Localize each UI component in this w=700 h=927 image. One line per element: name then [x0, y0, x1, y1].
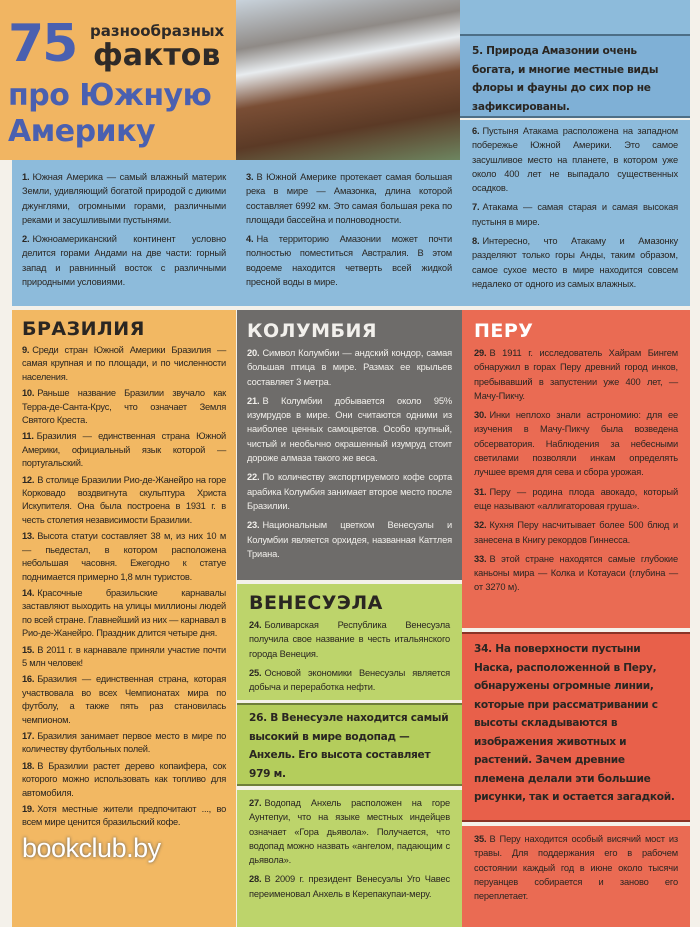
- fact-text: Инки неплохо знали астрономию: для ее изучения в Мачу-Пикчу была возведена обсерватория. Наблюдения за небесными светилами позволяли инкам определять лучшее время для сева и сбора урожая.: [474, 410, 678, 478]
- fact-number: 4.: [246, 234, 254, 245]
- fact-4: [246, 232, 452, 289]
- peru-fact: [474, 518, 678, 547]
- brazil-heading: БРАЗИЛИЯ: [22, 318, 145, 340]
- fact-text: Бразилия — единственная страна Южной Америки, официальный язык которой — португальский.: [22, 431, 226, 469]
- fact-text: Пустыня Атакама расположена на западном побережье Южной Америки. Это самое засушливое место на планете, в котором уже около 400 лет не выпадало существенных осадков.: [472, 126, 678, 194]
- andes-mountain-photo: [236, 0, 460, 160]
- fact-number: 25.: [249, 667, 262, 678]
- fact-text: По количеству экспортируемого кофе сорта арабика Колумбия занимает второе место после Бразилии.: [247, 472, 452, 511]
- fact-number: 1.: [22, 172, 30, 182]
- fact-text: Хотя местные жители предпочитают ..., во всем мире ценится бразильский кофе.: [22, 804, 226, 828]
- fact-text: Национальным цветком Венесуэлы и Колумбии является орхидея, названная Каттлея Триана.: [247, 520, 452, 559]
- colombia-heading: КОЛУМБИЯ: [247, 320, 378, 342]
- intro-block-right: [460, 120, 690, 306]
- brazil-fact: [22, 344, 226, 384]
- fact-number: 22.: [247, 472, 260, 483]
- fact-35-box: [462, 826, 690, 927]
- venezuela-fact: [249, 666, 450, 695]
- fact-text: В 2011 г. в карнавале приняли участие почти 5 млн человек!: [22, 644, 226, 668]
- fact-number: 20.: [247, 348, 260, 358]
- fact-6: [472, 124, 678, 195]
- fact-text: Раньше название Бразилии звучало как Терра-де-Санта-Крус, что означает Земля Святого Креста.: [22, 388, 226, 426]
- fact-7: [472, 200, 678, 229]
- fact-number: 18.: [22, 760, 35, 771]
- fact-text: В этой стране находятся самые глубокие каньоны мира — Колка и Котауаси (глубина — от 3270 м).: [474, 553, 678, 593]
- title-number: 75: [8, 14, 77, 74]
- fact-text: Среди стран Южной Америки Бразилия — самая крупная и по площади, и по численности населения.: [22, 345, 226, 382]
- fact-text: Перу — родина плода авокадо, который еще называют «аллигаторовая груша».: [474, 486, 678, 511]
- venezuela-fact: [249, 618, 450, 661]
- brazil-fact: [22, 673, 226, 727]
- fact-number: 13.: [22, 531, 35, 542]
- fact-number: 12.: [22, 474, 35, 485]
- fact-text: Бразилия — единственная страна, которая участвовала во всех Чемпионатах мира по футболу, а также пять раз становилась чемпионом.: [22, 674, 226, 725]
- fact-text: Кухня Перу насчитывает более 500 блюд и занесена в Книгу рекордов Гиннесса.: [474, 520, 678, 545]
- fact-text: Основой экономики Венесуэлы является добыча и переработка нефти.: [249, 667, 450, 693]
- venezuela-heading: ВЕНЕСУЭЛА: [249, 592, 383, 614]
- fact-5: 5. Природа Амазонии очень богата, и многие местные виды флоры и фауны до сих пор не зафиксированы.: [472, 45, 659, 113]
- fact-26-box: [237, 703, 462, 786]
- venezuela-section: [237, 584, 462, 700]
- fact-number: 7.: [472, 202, 480, 213]
- fact-number: 35.: [474, 834, 487, 844]
- fact-number: 17.: [22, 730, 35, 741]
- fact-text: В Южной Америке протекает самая большая река в мире — Амазонка, длина которой составляет 6992 км. Это самая большая река по площади бассейна и полноводности.: [246, 172, 452, 225]
- venezuela-fact: [249, 872, 450, 901]
- fact-number: 16.: [22, 674, 35, 685]
- peru-fact: [474, 346, 678, 403]
- fact-number: 21.: [247, 395, 260, 406]
- colombia-fact: [247, 394, 452, 465]
- fact-text: Высота статуи составляет 38 м, из них 10 м — пьедестал, в котором расположена небольшая часовня. Ежегодно к статуе поднимается примерно 1,8 млн туристов.: [22, 531, 226, 582]
- brazil-fact: [22, 387, 226, 427]
- brazil-fact: [22, 730, 226, 757]
- fact-number: 10.: [22, 388, 35, 399]
- fact-number: 28.: [249, 874, 262, 885]
- fact-number: 32.: [474, 520, 487, 531]
- fact-number: 9.: [22, 345, 30, 355]
- fact-text: Южноамериканский континент условно делится горами Андами на две части: горный запад и равнинный восток с различными природными условиями.: [22, 234, 226, 288]
- fact-35: [474, 832, 678, 903]
- fact-text: Южная Америка — самый влажный материк Земли, удивляющий богатой природой с дикими джунглями, огромными горами, различными реками и засушливыми пустынями.: [22, 172, 226, 225]
- fact-26: 26. В Венесуэле находится самый высокий в мире водопад — Анхель. Его высота составляет 979 м.: [249, 712, 449, 780]
- fact-number: 31.: [474, 486, 487, 497]
- fact-text: Бразилия занимает первое место в мире по количеству футбольных полей.: [22, 730, 226, 755]
- colombia-section: [237, 310, 462, 580]
- fact-text: Символ Колумбии — андский кондор, самая большая птица в мире. Размах ее крыльев составляет 3 метра.: [247, 348, 452, 387]
- fact-text: В столице Бразилии Рио-де-Жанейро на горе Корковадо воздвигнута скульптура Христа Искупителя. Она была построена в 1931 г. в честь столетия независимости Бразилии.: [22, 474, 226, 525]
- fact-1: [22, 170, 226, 227]
- colombia-fact: [247, 518, 452, 561]
- fact-number: 6.: [472, 126, 480, 136]
- fact-text: В Колумбии добывается около 95% изумрудов в мире. Они считаются одними из наиболее ценных самоцветов. Особо крупный, чистый и необычно окрашенный изумруд стоит дороже алмаза такого же веса.: [247, 395, 452, 464]
- brazil-fact: [22, 530, 226, 584]
- fact-text: В 2009 г. президент Венесуэлы Уго Чавес переименовал Анхель в Керепакупаи-меру.: [249, 874, 450, 899]
- brazil-fact: [22, 430, 226, 470]
- fact-number: 23.: [247, 520, 260, 531]
- brazil-fact: [22, 803, 226, 830]
- fact-number: 30.: [474, 410, 487, 421]
- title-line1: разнообразных: [90, 22, 225, 40]
- intro-block-middle: [236, 160, 462, 306]
- fact-34-box: [462, 632, 690, 822]
- brazil-fact: [22, 644, 226, 671]
- fact-number: 29.: [474, 348, 487, 358]
- fact-number: 3.: [246, 172, 254, 182]
- fact-text: Интересно, что Атакаму и Амазонку разделяют только горы Анды, таким образом, самое сухое место в мире находится совсем недалеко от одного из самых влажных.: [472, 236, 678, 289]
- fact-number: 11.: [22, 431, 34, 442]
- fact-2: [22, 232, 226, 289]
- title-line3: про Южную: [8, 78, 212, 113]
- brazil-fact: [22, 587, 226, 641]
- peru-section: [462, 310, 690, 628]
- fact-text: Водопад Анхель расположен на горе Аунтепуи, что на языке местных индейцев означает «Гора дьявола». Получается, что водопад можно назвать «ангелом, падающим с дьявола».: [249, 798, 450, 866]
- fact-number: 19.: [22, 804, 35, 814]
- peru-heading: ПЕРУ: [474, 320, 534, 342]
- peru-fact: [474, 408, 678, 479]
- fact-number: 14.: [22, 587, 35, 598]
- title-line2: фактов: [93, 38, 221, 73]
- venezuela-fact: [249, 796, 450, 867]
- fact-5-box: [460, 34, 690, 118]
- fact-number: 27.: [249, 798, 262, 808]
- title-line4: Америку: [8, 114, 155, 149]
- watermark: bookclub.by: [22, 832, 161, 863]
- fact-number: 2.: [22, 234, 30, 245]
- colombia-fact: [247, 470, 452, 513]
- photo-sky-strip: [460, 0, 690, 36]
- brazil-section: [12, 310, 236, 927]
- peru-fact: [474, 552, 678, 595]
- brazil-fact: [22, 474, 226, 528]
- title-block: [0, 0, 236, 160]
- venezuela-section-2: [237, 790, 462, 927]
- intro-block-left: [12, 160, 236, 306]
- fact-number: 8.: [472, 236, 480, 247]
- fact-3: [246, 170, 452, 227]
- fact-number: 15.: [22, 644, 35, 655]
- fact-text: В 1911 г. исследователь Хайрам Бингем обнаружил в горах Перу древний город инков, пребывавший в запустении уже 400 лет, — Мачу-Пикчу.: [474, 348, 678, 401]
- fact-number: 24.: [249, 620, 262, 630]
- fact-text: Боливарская Республика Венесуэла получила свое название в честь итальянского города Венеция.: [249, 620, 450, 659]
- peru-fact: [474, 485, 678, 514]
- fact-34: 34. На поверхности пустыни Наска, расположенной в Перу, обнаружены огромные линии, которые при рассматривании с высоты складываются в изображения животных и растений. Зачем древние племена делали эти большие рисунки, так и остается загадкой.: [474, 643, 675, 803]
- colombia-fact: [247, 346, 452, 389]
- fact-text: На территорию Амазонии может почти полностью поместиться Австралия. В этом водоеме находится четверть всей жидкой пресной воды в мире.: [246, 234, 452, 288]
- fact-text: В Перу находится особый висячий мост из травы. Для поддержания его в рабочем состоянии каждый год в июне около тысячи перуанцев собирается и заново его переплетает.: [474, 834, 678, 902]
- fact-text: В Бразилии растет дерево копаифера, сок которого можно использовать как топливо для автомобиля.: [22, 760, 226, 798]
- fact-number: 33.: [474, 553, 487, 564]
- brazil-fact: [22, 760, 226, 800]
- fact-8: [472, 234, 678, 291]
- fact-text: Атакама — самая старая и самая высокая пустыня в мире.: [472, 202, 678, 227]
- fact-text: Красочные бразильские карнавалы заставляют выходить на улицы миллионы людей по всей стране. Главнейший из них — карнавал в Рио-де-Жанейро. Праздник длится четыре дня.: [22, 587, 226, 639]
